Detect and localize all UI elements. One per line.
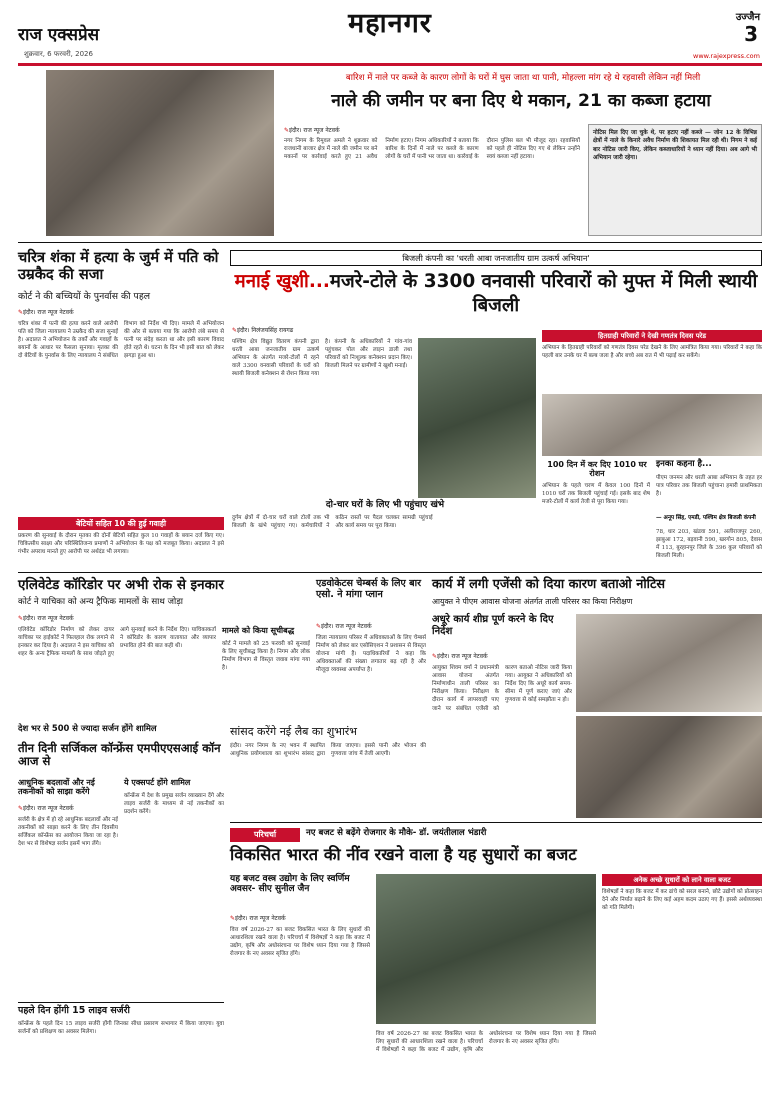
corridor-subhead: मामले को किया सूचीबद्ध	[222, 626, 295, 635]
electric-photo	[418, 338, 536, 498]
live-body: कॉन्फ्रेंस के पहले दिन 15 लाइव सर्जरी होंगी जिनका सीधा प्रसारण सभागार में किया जाएगा। युवा सर्जनों को प्रशिक्षण का अवसर मिलेगा।	[18, 1021, 224, 1036]
budget-byline: ✎ इंदौर। राज न्यूज नेटवर्क	[230, 914, 286, 922]
budget-headline: विकसित भारत की नींव रखने वाला है यह सुधारों का बजट	[230, 845, 577, 864]
electric-headline-main: मजरे-टोले के 3300 वनवासी परिवारों को मुफ्त में मिली स्थायी बिजली	[329, 271, 758, 317]
surgery-headline: तीन दिनी सर्जिकल कॉन्फ्रेंस एमपीएएसआई कॉन आज से	[18, 741, 221, 769]
electric-photo-2	[542, 394, 762, 456]
electric-body: पश्चिम क्षेत्र विद्युत वितरण कंपनी द्वारा धरती आबा जनजातीय ग्राम उत्कर्ष अभियान के अंतर्गत मजरे-टोलों में रहने वाले 3300 वनवासी परिवारों के घरों को स्थायी बिजली कनेक्शन से रोशन किया गया है। कंपनी के अधिकारियों ने गांव-गांव पहुंचकर पोल और लाइन डाली तथा परिवारों को निःशुल्क कनेक्शन प्रदान किए। बिजली मिलने पर ग्रामीणों ने खुशी मनाई।	[232, 339, 412, 378]
advocates-byline: ✎ इंदौर। राज न्यूज नेटवर्क	[316, 622, 372, 630]
electric-red-head: हितग्राही परिवारों ने देखी गणतंत्र दिवस परेड	[542, 330, 762, 342]
electric-byline: ✎ इंदौर। निलंजयसिंह रायगढ	[232, 326, 293, 334]
lead-headline: नाले की जमीन पर बना दिए थे मकान, 21 का कब्जा हटाया	[331, 91, 711, 111]
electric-headline-red: मनाई खुशी...	[234, 271, 330, 292]
advocates-body: जिला न्यायालय परिसर में अधिवक्ताओं के लिए चेम्बर्स निर्माण को लेकर बार एसोसिएशन ने प्रशासन से विस्तृत योजना मांगी है। पदाधिकारियों ने कहा कि अधिवक्ताओं की संख्या लगातार बढ़ रही है और मौजूदा व्यवस्था अपर्याप्त है।	[316, 635, 426, 674]
lead-sidebar-text: नोटिस मिल दिए जा चुके थे, पर हटाए नहीं कब्जे — जोन 12 के विभिन्न क्षेत्रों में नाले के किनारे अवैध निर्माण की शिकायत मिल रही थी। निगम ने कई बार नोटिस जारी किए, लेकिन कब्जाधारियों ने ध्यान नहीं दिया। अब आगे भी अभियान जारी रहेगा।	[593, 130, 757, 162]
electric-target-head: 100 दिन में कर दिए 1010 घर रोशन	[547, 460, 647, 479]
page-number: 3	[744, 22, 758, 46]
divider-1	[18, 242, 762, 243]
murder-headline: चरित्र शंका में हत्या के जुर्म में पति को उम्रकैद की सजा	[18, 249, 219, 283]
divider-4	[230, 822, 762, 823]
city-name: उज्जैन	[735, 12, 760, 23]
lead-body: नगर निगम के रिमूवल अमले ने शुक्रवार को राजधानी बाजार क्षेत्र में नाले की जमीन पर बने मकानों पर कार्रवाई करते हुए 21 अवैध निर्माण हटाए। निगम अधिकारियों ने बताया कि बारिश के दिनों में नाले पर कब्जे के कारण लोगों के घरों में पानी भर जाता था। कार्रवाई के दौरान पुलिस बल भी मौजूद रहा। रहवासियों को पहले ही नोटिस दिए गए थे लेकिन उन्होंने स्वयं कब्जा नहीं हटाया।	[284, 138, 580, 161]
live-headline: पहले दिन होंगी 15 लाइव सर्जरी	[18, 1005, 130, 1016]
surgery-subhead: ये एक्सपर्ट होंगे शामिल	[124, 778, 191, 787]
corridor-byline: ✎ इंदौर। राज न्यूज नेटवर्क	[18, 614, 74, 622]
electric-side-body: पीएम जनमन और धरती आबा अभियान के तहत हर पात्र परिवार तक बिजली पहुंचाना हमारी प्राथमिकता है।	[656, 475, 762, 498]
murder-body: चरित्र शंका में पत्नी की हत्या करने वाले आरोपी पति को जिला न्यायालय ने उम्रकैद की सजा सुनाई है। अदालत ने अभियोजन के तर्कों और गवाहों के बयानों के आधार पर फैसला सुनाया। मृतका की दो बेटियों के पुनर्वास के लिए न्यायालय ने संबंधित विभाग को निर्देश भी दिए। मामले में अभियोजन की ओर से बताया गया कि आरोपी लंबे समय से पत्नी पर संदेह करता था और इसी कारण विवाद होते रहते थे। घटना के दिन भी इसी बात को लेकर झगड़ा हुआ था।	[18, 321, 224, 360]
divider-3	[18, 1002, 224, 1003]
murder-deck: कोर्ट ने की बच्चियों के पुनर्वास की पहल	[18, 291, 151, 302]
surgery-subbody: कॉन्फ्रेंस में देश के प्रमुख सर्जन व्याख्यान देंगे और लाइव सर्जरी के माध्यम से नई तकनीकों का प्रदर्शन करेंगे।	[124, 793, 224, 816]
surgery-body: सर्जरी के क्षेत्र में हो रहे आधुनिक बदलावों और नई तकनीकों को साझा करने के लिए तीन दिवसीय सर्जिकल कॉन्फ्रेंस का आयोजन किया जा रहा है। देश भर से विशेषज्ञ सर्जन इसमें भाग लेंगे।	[18, 817, 118, 848]
electric-photo-caption: दो-चार घरों के लिए भी पहुंचाए खंभे	[325, 500, 445, 510]
lead-byline: ✎ इंदौर। राज न्यूज नेटवर्क	[284, 126, 340, 134]
agency-body: आयुक्त शिवम वर्मा ने प्रधानमंत्री आवास योजना अंतर्गत निर्माणाधीन ताली परिसर का निरीक्षण किया। निरीक्षण के दौरान कार्य में लापरवाही पाए जाने पर संबंधित एजेंसी को कारण बताओ नोटिस जारी किया गया। आयुक्त ने अधिकारियों को निर्देश दिए कि अधूरे कार्य समय-सीमा में पूर्ण कराए जाएं और गुणवत्ता से कोई समझौता न हो।	[432, 665, 572, 712]
murder-subhead: बेटियों सहित 10 की हुई गवाही	[18, 517, 224, 530]
lab-body: इंदौर। नगर निगम के नए भवन में स्थापित आधुनिक प्रयोगशाला का शुभारंभ सांसद द्वारा किया जाएगा। इससे पानी और भोजन की गुणवत्ता जांच में तेजी आएगी।	[230, 743, 426, 758]
electric-kicker-bar	[230, 250, 762, 266]
murder-subbody: प्रकरण की सुनवाई के दौरान मृतका की दोनों बेटियों सहित कुल 10 गवाहों के बयान दर्ज किए गए। चिकित्सीय साक्ष्य और परिस्थितिजन्य प्रमाणों ने अभियोजन के पक्ष को मजबूत किया। अदालत ने इसे गंभीर अपराध मानते हुए आरोपी पर अर्थदंड भी लगाया।	[18, 533, 224, 556]
corridor-subbody: कोर्ट ने मामले को 25 फरवरी को सुनवाई के लिए सूचीबद्ध किया है। निगम और लोक निर्माण विभाग से विस्तृत जवाब मांगा गया है।	[222, 641, 310, 672]
issue-date: शुक्रवार, 6 फरवरी, 2026	[24, 50, 93, 58]
electric-headline	[230, 270, 762, 318]
lab-headline: सांसद करेंगे नई लैब का शुभारंभ	[230, 725, 358, 738]
agency-photo-2	[576, 716, 762, 818]
agency-subhead: अधूरे कार्य शीघ्र पूर्ण करने के दिए निर्देश	[432, 614, 554, 637]
budget-subhead: यह बजट वस्त्र उद्योग के लिए स्वर्णिम अवसर- सीए सुनील जैन	[230, 874, 350, 895]
corridor-body: एलिवेटेड कॉरिडोर निर्माण को लेकर दायर याचिका पर हाईकोर्ट ने फिलहाल रोक लगाने से इनकार कर दिया है। अदालत ने इस याचिका को शहर के अन्य ट्रैफिक मामलों के साथ जोड़ते हुए आगे सुनवाई करने के निर्देश दिए। याचिकाकर्ता ने कॉरिडोर के कारण यातायात और व्यापार प्रभावित होने की बात कही थी।	[18, 627, 216, 658]
corridor-deck: कोर्ट ने याचिका को अन्य ट्रैफिक मामलों के साथ जोड़ा	[18, 597, 184, 607]
surgery-byline: ✎ इंदौर। राज न्यूज नेटवर्क	[18, 804, 74, 812]
paper-name: राज एक्सप्रेस	[18, 25, 100, 45]
budget-tag: परिचर्चा	[230, 828, 300, 842]
electric-red-body: अभियान के हितग्राही परिवारों को गणतंत्र दिवस परेड देखने के लिए आमंत्रित किया गया। परिवारों ने कहा कि पहली बार उनके घर में बल्ब जला है और बच्चे अब रात में भी पढ़ाई कर सकेंगे।	[542, 345, 762, 360]
corridor-headline: एलिवेटेड कॉरिडोर पर अभी रोक से इनकार	[18, 578, 224, 593]
masthead	[18, 6, 762, 66]
lead-photo	[46, 70, 274, 236]
budget-red-body: विशेषज्ञों ने कहा कि बजट में कर ढांचे को सरल बनाने, छोटे उद्योगों को प्रोत्साहन देने और निर्यात बढ़ाने के लिए कई अहम कदम उठाए गए हैं। इससे अर्थव्यवस्था को गति मिलेगी।	[602, 889, 762, 912]
lead-sidebar-box	[588, 124, 762, 236]
budget-kicker: नए बजट से बढ़ेंगे रोजगार के मौके- डॉ. जयंतीलाल भंडारी	[306, 828, 487, 838]
surgery-deck: आधुनिक बदलावों और नई तकनीकों को साझा करेंगे	[18, 778, 95, 797]
electric-target-body: अभियान के पहले चरण में केवल 100 दिनों में 1010 घरों तक बिजली पहुंचाई गई। इसके बाद शेष मजरे-टोलों में कार्य तेजी से पूरा किया गया।	[542, 483, 650, 506]
electric-side-head: इनका कहना है...	[656, 459, 712, 469]
electric-side-name: — अनूप सिंह, एमडी, पश्चिम क्षेत्र बिजली कंपनी	[656, 515, 756, 521]
electric-side-stats: 78, धार 203, खंडवा 591, अलीराजपुर 260, झाबुआ 172, बड़वानी 590, खरगोन 805, देवास में 113, बुरहानपुर जिले के 396 कुल परिवारों को बिजली मिली।	[656, 529, 762, 560]
masthead-rule	[18, 63, 762, 66]
website-link[interactable]: www.rajexpress.com	[693, 52, 760, 60]
section-title: महानगर	[348, 8, 432, 39]
electric-photo-body: दुर्गम क्षेत्रों में दो-चार घरों वाले टोलों तक भी बिजली के खंभे पहुंचाए गए। कर्मचारियों ने कठिन रास्तों पर पैदल चलकर सामग्री पहुंचाई और कार्य समय पर पूरा किया।	[232, 515, 433, 530]
budget-red-head: अनेक अच्छे सुधारों को लाने वाला बजट	[602, 874, 762, 886]
agency-headline: कार्य में लगी एजेंसी को दिया कारण बताओ नोटिस	[432, 577, 666, 592]
budget-body: वित्त वर्ष 2026-27 का बजट विकसित भारत के लिए सुधारों की आधारशिला रखने वाला है। परिचर्चा में विशेषज्ञों ने कहा कि बजट में उद्योग, कृषि और अधोसंरचना पर विशेष ध्यान दिया गया है जिससे रोजगार के नए अवसर सृजित होंगे।	[230, 927, 370, 958]
murder-byline: ✎ इंदौर। राज न्यूज नेटवर्क	[18, 308, 74, 316]
agency-byline: ✎ इंदौर। राज न्यूज नेटवर्क	[432, 652, 488, 660]
agency-deck: आयुक्त ने पीएम आवास योजना अंतर्गत ताली परिसर का किया निरीक्षण	[432, 597, 633, 606]
lead-kicker: बारिश में नाले पर कब्जे के कारण लोगों के घरों में घुस जाता था पानी, मोहल्ला मांग रहे थे रहवासी लेकिन नहीं मिली	[345, 73, 701, 83]
advocates-headline: एडवोकेटस चेम्बर्स के लिए बार एसो. ने मांगा प्लान	[316, 578, 422, 601]
corridor-box-head: देश भर से 500 से ज्यादा सर्जन होंगे शामिल	[18, 723, 157, 733]
budget-body-2: वित्त वर्ष 2026-27 का बजट विकसित भारत के लिए सुधारों की आधारशिला रखने वाला है। परिचर्चा में विशेषज्ञों ने कहा कि बजट में उद्योग, कृषि और अधोसंरचना पर विशेष ध्यान दिया गया है जिससे रोजगार के नए अवसर सृजित होंगे।	[376, 1031, 596, 1054]
electric-kicker: बिजली कंपनी का 'धरती आबा जनजातीय ग्राम उत्कर्ष अभियान'	[402, 253, 590, 263]
agency-photo-1	[576, 614, 762, 712]
divider-2	[18, 572, 762, 573]
budget-photo	[376, 874, 596, 1024]
